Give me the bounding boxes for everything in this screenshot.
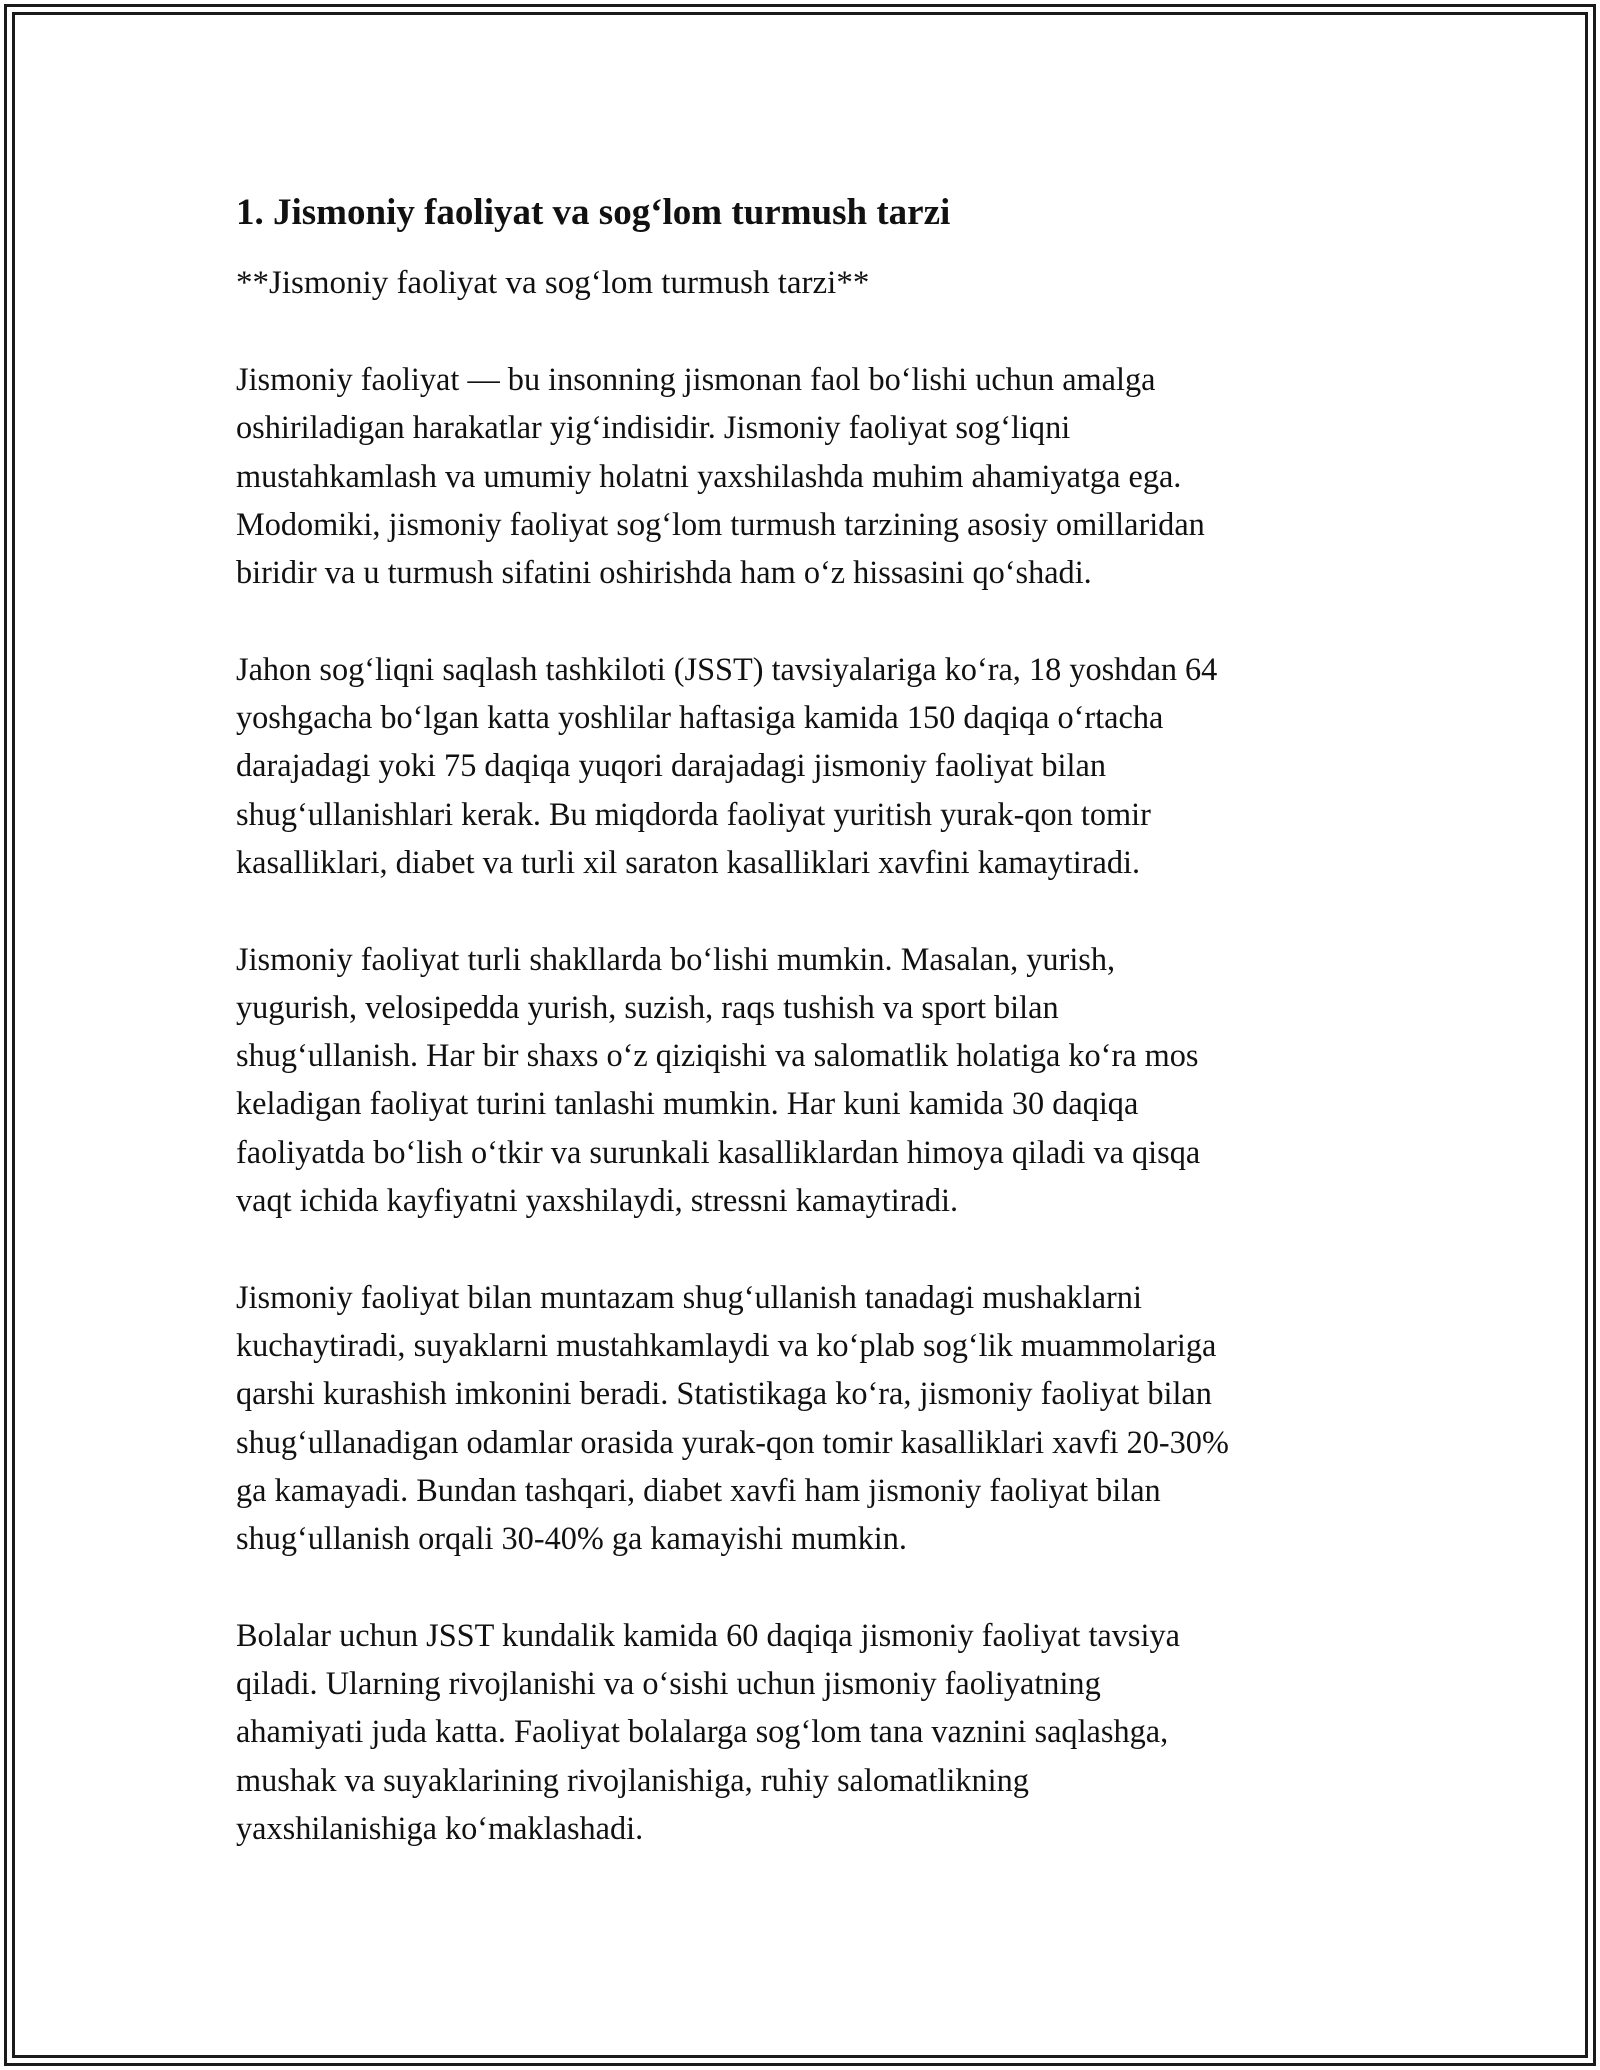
paragraph-line: shug‘ullanadigan odamlar orasida yurak-qon tomir kasalliklari xavfi 20-30% — [236, 1423, 1229, 1460]
paragraph-line: mustahkamlash va umumiy holatni yaxshilashda muhim ahamiyatga ega. — [236, 457, 1182, 494]
paragraph-line: qarshi kurashish imkonini beradi. Statistikaga ko‘ra, jismoniy faoliyat bilan — [236, 1375, 1212, 1412]
paragraph-line: qiladi. Ularning rivojlanishi va o‘sishi uchun jismoniy faoliyatning — [236, 1665, 1101, 1702]
paragraph-line: ga kamayadi. Bundan tashqari, diabet xavfi ham jismoniy faoliyat bilan — [236, 1471, 1161, 1508]
paragraph-1 — [236, 355, 1386, 596]
paragraph-line: faoliyatda bo‘lish o‘tkir va surunkali kasalliklardan himoya qiladi va qisqa — [236, 1133, 1201, 1170]
paragraph-4 — [236, 1273, 1386, 1563]
paragraph-line: kuchaytiradi, suyaklarni mustahkamlaydi va ko‘plab sog‘lik muammolariga — [236, 1326, 1217, 1363]
paragraph-line: biridir va u turmush sifatini oshirishda ham o‘z hissasini qo‘shadi. — [236, 554, 1092, 591]
paragraph-line: Jahon sog‘liqni saqlash tashkiloti (JSST) tavsiyalariga ko‘ra, 18 yoshdan 64 — [236, 650, 1218, 687]
paragraph-line: Jismoniy faoliyat — bu insonning jismonan faol bo‘lishi uchun amalga — [236, 361, 1156, 397]
paragraph-line: Jismoniy faoliyat bilan muntazam shug‘ullanish tanadagi mushaklarni — [236, 1278, 1142, 1315]
paragraph-line: keladigan faoliyat turini tanlashi mumkin. Har kuni kamida 30 daqiqa — [236, 1085, 1139, 1122]
paragraph-line: Jismoniy faoliyat turli shakllarda bo‘lishi mumkin. Masalan, yurish, — [236, 940, 1116, 977]
paragraph-line: mushak va suyaklarining rivojlanishiga, ruhiy salomatlikning — [236, 1761, 1029, 1798]
paragraph-line: yugurish, velosipedda yurish, suzish, raqs tushish va sport bilan — [236, 988, 1059, 1025]
paragraph-line: darajadagi yoki 75 daqiqa yuqori darajadagi jismoniy faoliyat bilan — [236, 747, 1106, 784]
document-body — [236, 187, 1386, 1901]
paragraph-line: oshiriladigan harakatlar yig‘indisidir. Jismoniy faoliyat sog‘liqni — [236, 409, 1071, 446]
paragraph-line: yoshgacha bo‘lgan katta yoshlilar haftasiga kamida 150 daqiqa o‘rtacha — [236, 699, 1164, 736]
paragraph-line: yaxshilanishiga ko‘maklashadi. — [236, 1809, 644, 1846]
paragraph-line: shug‘ullanish orqali 30-40% ga kamayishi mumkin. — [236, 1520, 907, 1557]
paragraph-2 — [236, 645, 1386, 886]
paragraph-line: vaqt ichida kayfiyatni yaxshilaydi, stressni kamaytiradi. — [236, 1182, 959, 1219]
section-heading: 1. Jismoniy faoliyat va sog‘lom turmush tarzi — [236, 192, 951, 233]
paragraph-5 — [236, 1611, 1386, 1852]
paragraph-3 — [236, 935, 1386, 1225]
paragraph-line: kasalliklari, diabet va turli xil saraton kasalliklari xavfini kamaytiradi. — [236, 843, 1141, 880]
paragraph-line: Modomiki, jismoniy faoliyat sog‘lom turmush tarzining asosiy omillaridan — [236, 505, 1205, 542]
paragraph-line: shug‘ullanish. Har bir shaxs o‘z qiziqishi va salomatlik holatiga ko‘ra mos — [236, 1037, 1199, 1074]
section-subheading: **Jismoniy faoliyat va sog‘lom turmush tarzi** — [236, 265, 870, 301]
paragraph-line: Bolalar uchun JSST kundalik kamida 60 daqiqa jismoniy faoliyat tavsiya — [236, 1616, 1180, 1653]
paragraph-line: shug‘ullanishlari kerak. Bu miqdorda faoliyat yuritish yurak-qon tomir — [236, 795, 1151, 832]
paragraph-line: ahamiyati juda katta. Faoliyat bolalarga sog‘lom tana vaznini saqlashga, — [236, 1713, 1169, 1750]
